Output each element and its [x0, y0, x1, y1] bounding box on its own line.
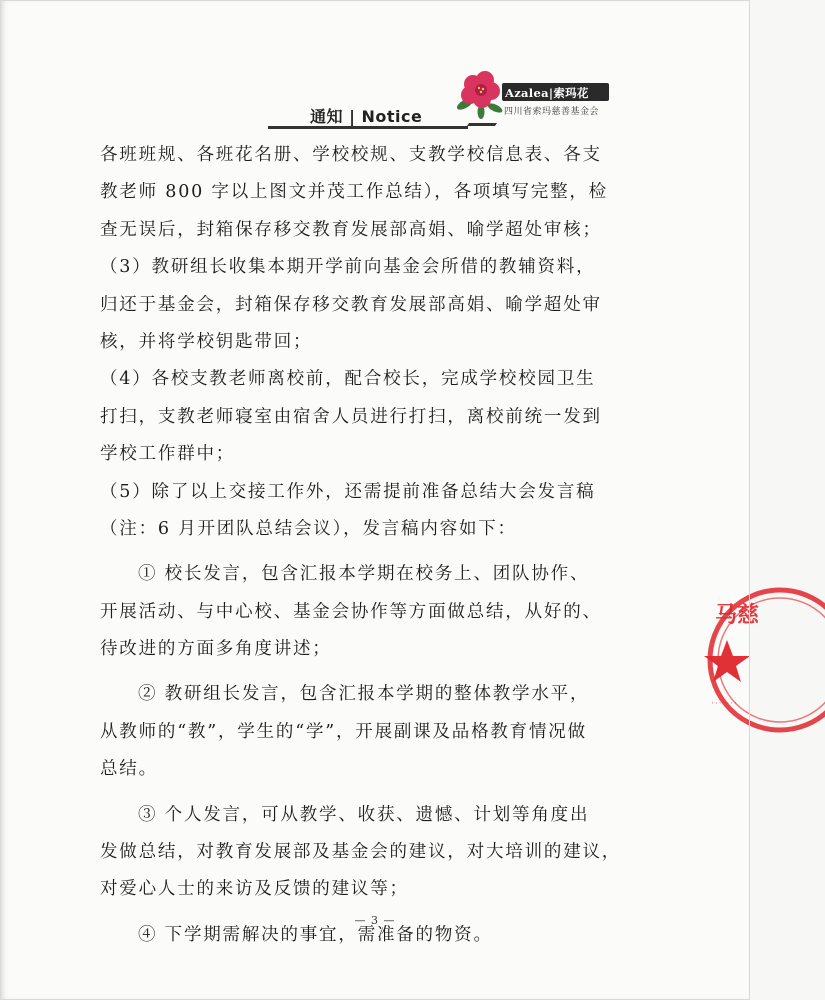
- azalea-flower-icon: [455, 66, 507, 118]
- svg-text:·······: ·······: [711, 699, 739, 709]
- speech-item-personal: [100, 797, 620, 909]
- text-line: 开展活动、与中心校、基金会协作等方面做总结，从好的、: [100, 601, 602, 622]
- speech-item-principal: [100, 556, 620, 668]
- text-line: 各班班规、各班花名册、学校校规、支教学校信息表、各支: [100, 145, 602, 165]
- text-line: 总结。: [100, 759, 158, 780]
- page-number: — 3 —: [354, 914, 396, 927]
- header-rule-slant: [467, 123, 497, 126]
- text-line: 归还于基金会，封箱保存移交教育发展部高娟、喻学超处审: [100, 294, 602, 315]
- foundation-logo: [455, 66, 615, 118]
- paragraph-item-3: [100, 249, 620, 361]
- notice-body: [100, 137, 620, 954]
- text-line: 打扫，支教老师寝室由宿舍人员进行打扫，离校前统一发到: [100, 406, 602, 427]
- text-line: （4）各校支教老师离校前，配合校长，完成学校校园卫生: [100, 369, 596, 390]
- text-line: （5）除了以上交接工作外，还需提前准备总结大会发言稿: [100, 481, 596, 502]
- text-line: ① 校长发言，包含汇报本学期在校务上、团队协作、: [138, 564, 590, 585]
- speech-item-research-lead: [100, 676, 620, 788]
- text-line: （3）教研组长收集本期开学前向基金会所借的教辅资料，: [100, 257, 596, 278]
- text-line: 教老师 800 字以上图文并茂工作总结），各项填写完整，检: [100, 182, 608, 203]
- text-line: 核，并将学校钥匙带回；: [100, 331, 313, 352]
- paragraph-item-5: [100, 474, 620, 549]
- text-line: 查无误后，封箱保存移交教育发展部高娟、喻学超处审核；: [100, 219, 602, 240]
- text-line: ④ 下学期需解决的事宜，需准备的物资。: [138, 924, 493, 945]
- text-line: ③ 个人发言，可从教学、收获、遗憾、计划等角度出: [138, 804, 590, 825]
- official-seal-stamp: [705, 588, 825, 738]
- paragraph-item-4: [100, 361, 620, 473]
- seal-text: 马慈: [715, 603, 760, 628]
- text-line: 学校工作群中；: [100, 444, 236, 465]
- text-line: 待改进的方面多角度讲述；: [100, 639, 332, 660]
- paragraph-continued-list: [100, 137, 620, 249]
- text-line: （注：6 月开团队总结会议），发言稿内容如下：: [100, 518, 517, 539]
- header-title: 通知 | Notice: [310, 107, 423, 126]
- text-line: 从教师的“教”，学生的“学”，开展副课及品格教育情况做: [100, 721, 587, 742]
- text-line: ② 教研组长发言，包含汇报本学期的整体教学水平，: [138, 684, 590, 705]
- text-line: 发做总结，对教育发展部及基金会的建议，对大培训的建议，: [100, 842, 622, 863]
- header-rule: [268, 126, 468, 129]
- logo-name: Azalea|索玛花: [505, 86, 589, 100]
- text-line: 对爱心人士的来访及反馈的建议等；: [100, 879, 409, 900]
- logo-subtitle: 四川省索玛慈善基金会: [504, 107, 600, 117]
